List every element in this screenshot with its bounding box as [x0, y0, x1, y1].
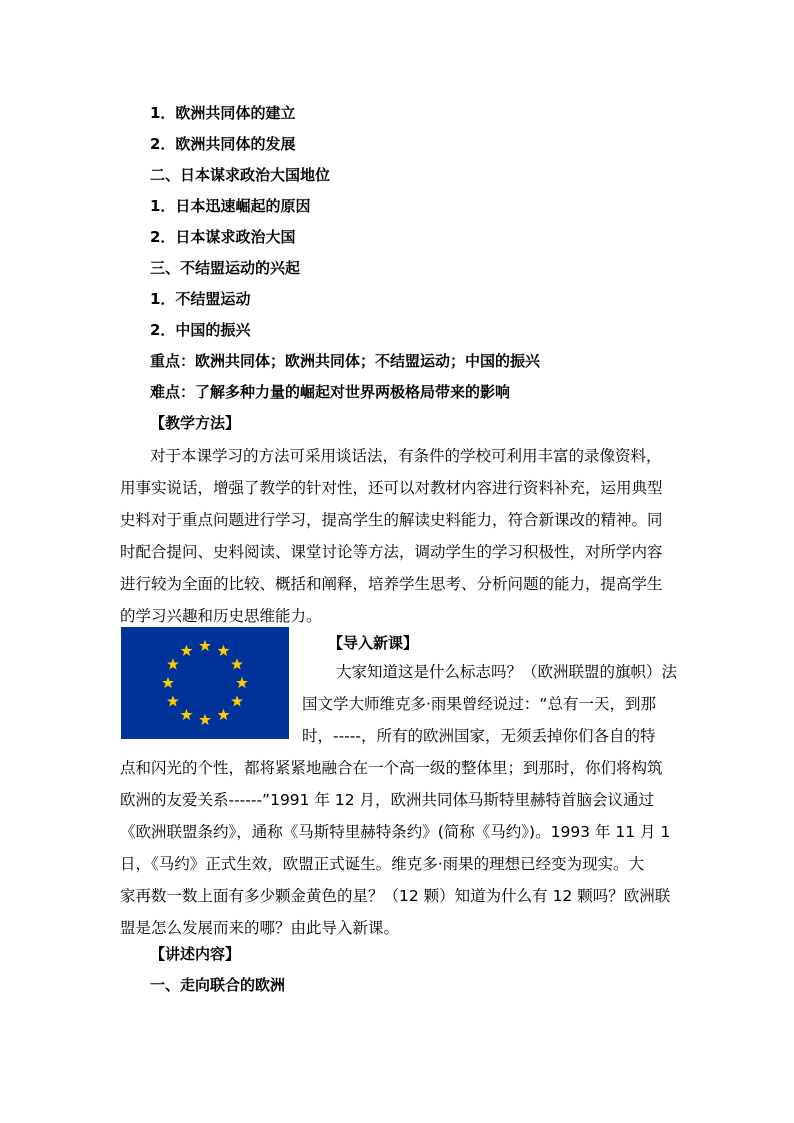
outline-item: 三、不结盟运动的兴起 [150, 259, 301, 277]
intro-line: 日，《马约》正式生效，欧盟正式诞生。维克多·雨果的理想已经变为现实。大 [120, 855, 645, 873]
intro-line: 大家知道这是什么标志吗？（欧洲联盟的旗帜）法 [336, 663, 678, 681]
content-section-title: 一、走向联合的欧洲 [150, 976, 286, 994]
method-heading: 【教学方法】 [150, 414, 241, 432]
eu-flag-graphic [121, 627, 289, 739]
method-line: 对于本课学习的方法可采用谈话法，有条件的学校可利用丰富的录像资料， [150, 447, 662, 465]
method-line: 的学习兴趣和历史思维能力。 [120, 607, 322, 625]
outline-item: 1．不结盟运动 [150, 290, 251, 308]
outline-item: 二、日本谋求政治大国地位 [150, 166, 331, 184]
outline-item: 1．欧洲共同体的建立 [150, 104, 296, 122]
outline-item: 1．日本迅速崛起的原因 [150, 197, 311, 215]
intro-line: 《欧洲联盟条约》，通称《马斯特里赫特条约》(简称《马约》)。1993 年 11 月 1 [120, 823, 671, 841]
outline-item: 2．日本谋求政治大国 [150, 228, 296, 246]
intro-line: 国文学大师维克多·雨果曾经说过：“总有一天，到那 [302, 695, 656, 713]
method-line: 用事实说话，增强了教学的针对性，还可以对教材内容进行资料补充，运用典型 [120, 479, 663, 497]
difficult-points: 难点：了解多种力量的崛起对世界两极格局带来的影响 [150, 383, 511, 401]
content-heading: 【讲述内容】 [150, 945, 241, 963]
intro-line: 欧洲的友爱关系------”1991 年 12 月，欧洲共同体马斯特里赫特首脑会议通过 [120, 791, 655, 809]
method-line: 史料对于重点问题进行学习，提高学生的解读史料能力，符合新课改的精神。同 [120, 511, 663, 529]
method-line: 进行较为全面的比较、概括和阐释，培养学生思考、分析问题的能力，提高学生 [120, 575, 663, 593]
intro-line: 盟是怎么发展而来的哪？由此导入新课。 [120, 919, 400, 937]
method-line: 时配合提问、史料阅读、课堂讨论等方法，调动学生的学习积极性，对所学内容 [120, 543, 663, 561]
intro-line: 家再数一数上面有多少颗金黄色的星？（12 颗）知道为什么有 12 颗吗？欧洲联 [120, 887, 671, 905]
outline-item: 2．欧洲共同体的发展 [150, 135, 296, 153]
intro-line: 时，-----，所有的欧洲国家，无须丢掉你们各自的特 [302, 727, 656, 745]
outline-item: 2．中国的振兴 [150, 321, 251, 339]
intro-line: 点和闪光的个性，都将紧紧地融合在一个高一级的整体里；到那时，你们将构筑 [120, 759, 663, 777]
intro-heading: 【导入新课】 [328, 634, 419, 652]
eu-flag-image [121, 627, 289, 739]
key-points: 重点：欧洲共同体；欧洲共同体；不结盟运动；中国的振兴 [150, 352, 541, 370]
